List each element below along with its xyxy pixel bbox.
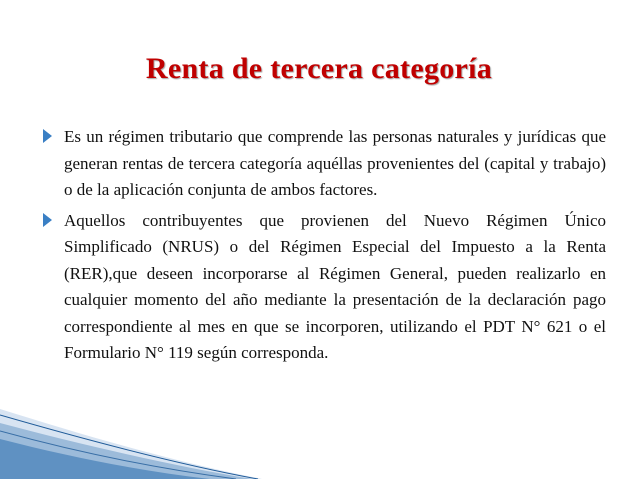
bullet-item (40, 124, 606, 204)
slide-body (40, 124, 606, 367)
bullet-text: Es un régimen tributario que comprende las personas naturales y jurídicas que generan rentas de tercera categoría aquéllas provenientes del (capital y trabajo) o de la aplicación conjunta de ambos factores. (64, 127, 606, 199)
triangle-right-icon (43, 213, 52, 227)
triangle-right-icon (43, 129, 52, 143)
bullet-item (40, 208, 606, 367)
decorative-swoosh (0, 389, 638, 479)
bullet-text: Aquellos contribuyentes que provienen del Nuevo Régimen Único Simplificado (NRUS) o del Régimen Especial del Impuesto a la Renta (RER),que deseen incorporarse al Régimen General, pueden realizarlo en cualquier momento del año mediante la presentación de la declaración pago correspondiente al mes en que se incorporen, utilizando el PDT N° 621 o el Formulario N° 119 según corresponda. (64, 210, 606, 362)
slide-title: Renta de tercera categoría (145, 52, 493, 85)
